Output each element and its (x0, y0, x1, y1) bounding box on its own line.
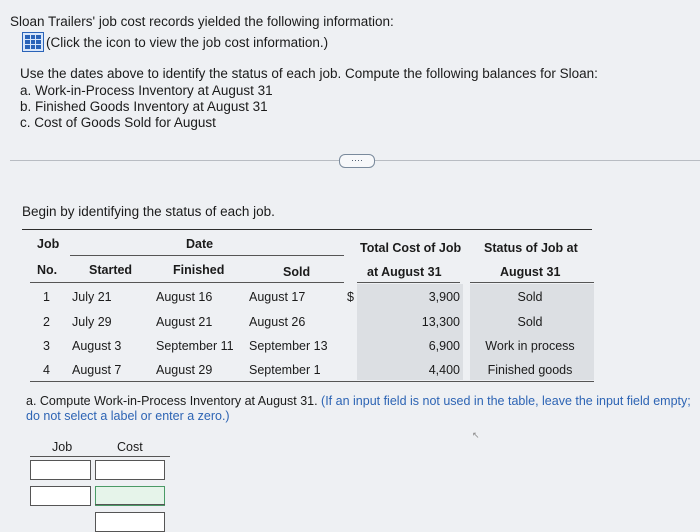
input-header-job: Job (52, 440, 73, 454)
requirement-a: a. Work-in-Process Inventory at August 31 (20, 83, 273, 98)
header-job: Job (37, 237, 60, 251)
total-cost-input[interactable] (95, 512, 165, 532)
expand-more-button[interactable]: ···· (339, 154, 375, 168)
info-link-text[interactable]: (Click the icon to view the job cost information.) (46, 34, 329, 50)
header-finished: Finished (173, 263, 225, 277)
row-3-sold: September 13 (249, 339, 328, 353)
row-3-no: 3 (43, 339, 50, 353)
row-3-started: August 3 (72, 339, 122, 353)
header-sold: Sold (283, 265, 311, 279)
part-a-question (26, 394, 691, 408)
input-header-cost: Cost (117, 440, 143, 454)
header-total-cost-date: at August 31 (367, 265, 442, 279)
header-rule-total (357, 282, 460, 283)
row-2-finished: August 21 (156, 315, 213, 329)
header-no: No. (37, 263, 58, 277)
row-4-sold: September 1 (249, 363, 321, 377)
row-1-no: 1 (43, 290, 50, 304)
row-3-total: 6,900 (428, 339, 460, 353)
row-1-currency: $ (347, 290, 354, 304)
cursor-icon: ↖ (472, 430, 480, 440)
job-cost-info-link[interactable] (22, 32, 328, 52)
part-a-note: (If an input field is not used in the table, leave the input field empty; (317, 394, 691, 408)
cost-input-2[interactable] (95, 486, 165, 506)
input-header-rule (30, 456, 170, 457)
header-date: Date (186, 237, 214, 251)
job-input-1[interactable] (30, 460, 91, 480)
instructions-text: Use the dates above to identify the status of each job. Compute the following balances for Sloan: (20, 66, 598, 81)
row-4-no: 4 (43, 363, 50, 377)
row-3-finished: September 11 (156, 339, 234, 353)
row-1-sold: August 17 (249, 290, 306, 304)
row-2-no: 2 (43, 315, 50, 329)
header-status: Status of Job at (484, 241, 578, 255)
row-4-finished: August 29 (156, 363, 213, 377)
part-a-text: a. Compute Work-in-Process Inventory at August 31. (26, 394, 318, 408)
row-1-total: 3,900 (428, 290, 460, 304)
header-status-date: August 31 (500, 265, 561, 279)
header-rule-dates (30, 282, 344, 283)
row-3-status[interactable]: Work in process (485, 339, 575, 353)
row-4-started: August 7 (72, 363, 122, 377)
header-total-cost: Total Cost of Job (360, 241, 462, 255)
part-a-note-cont: do not select a label or enter a zero.) (26, 409, 230, 423)
header-started: Started (89, 263, 133, 277)
table-grid-icon[interactable] (22, 32, 44, 52)
row-1-status[interactable]: Sold (517, 290, 543, 304)
row-2-status[interactable]: Sold (517, 315, 543, 329)
row-4-total: 4,400 (428, 363, 460, 377)
subtotal-rule (95, 504, 165, 505)
intro-text: Sloan Trailers' job cost records yielded the following information: (10, 14, 394, 29)
begin-instruction: Begin by identifying the status of each job. (22, 204, 275, 219)
table-bottom-rule (30, 381, 594, 382)
row-2-started: July 29 (72, 315, 112, 329)
row-2-total: 13,300 (421, 315, 460, 329)
row-4-status[interactable]: Finished goods (487, 363, 573, 377)
header-rule-status (470, 282, 594, 283)
job-input-2[interactable] (30, 486, 91, 506)
row-1-started: July 21 (72, 290, 112, 304)
requirement-b: b. Finished Goods Inventory at August 31 (20, 99, 268, 114)
table-top-rule (22, 229, 592, 230)
row-1-finished: August 16 (156, 290, 213, 304)
requirement-c: c. Cost of Goods Sold for August (20, 115, 216, 130)
header-date-rule (70, 255, 344, 256)
row-2-sold: August 26 (249, 315, 306, 329)
cost-input-1[interactable] (95, 460, 165, 480)
